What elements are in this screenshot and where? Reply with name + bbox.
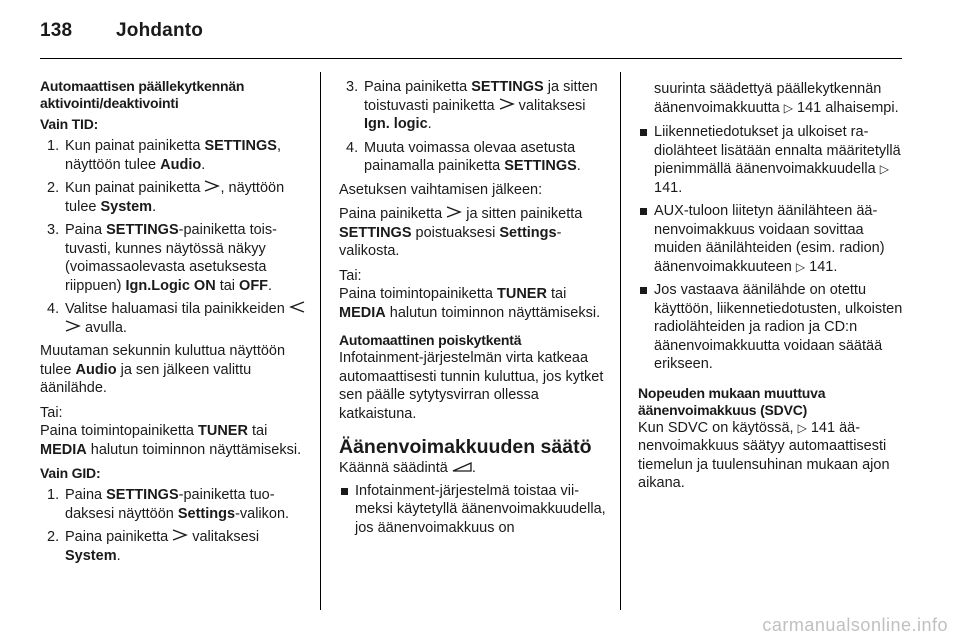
list-item: AUX-tuloon liitetyn äänilähteen äänenvoimakkuus voidaan sovittaa muiden äänilähteiden (esim. radion) äänenvoimakkuuteen ▷ 141. bbox=[638, 202, 908, 276]
column-3 bbox=[638, 80, 908, 493]
prev-arrow-icon bbox=[289, 300, 305, 319]
page-reference-icon: ▷ bbox=[879, 162, 889, 176]
list-item: 4. Valitse haluamasi tila painikkeiden avulla. bbox=[40, 300, 308, 337]
next-arrow-icon bbox=[65, 319, 81, 338]
page-reference-icon: ▷ bbox=[797, 420, 807, 435]
section-heading-sdvc: Nopeuden mukaan muuttuva äänenvoimakkuus (SDVC) bbox=[638, 384, 826, 418]
tid-label: Vain TID: bbox=[40, 116, 99, 132]
section-heading-auto-off: Automaattinen poiskytkentä bbox=[339, 332, 522, 349]
next-arrow-icon bbox=[446, 205, 462, 224]
list-item: 2. Kun painat painiketta , näyttöön tulee System. bbox=[47, 180, 285, 215]
section-heading-auto-on: Automaattisen päällekytkennän aktivointi/deaktivointi bbox=[40, 78, 245, 111]
page-reference-icon: ▷ bbox=[783, 100, 794, 115]
chapter-title: Johdanto bbox=[116, 20, 204, 41]
gid-label: Vain GID: bbox=[40, 465, 101, 482]
column-divider-1 bbox=[320, 72, 321, 610]
paragraph: Asetuksen vaihtamisen jälkeen: bbox=[339, 181, 543, 198]
list-item: 1. Paina SETTINGS-painiketta tuodaksesi näyttöön Settings-valikon. bbox=[47, 487, 290, 522]
tid-steps bbox=[40, 137, 308, 337]
list-item: Liikennetiedotukset ja ulkoiset radiolähteet lisätään ennalta määritetyllä pienimmällä äänenvoimakkuudella ▷ 141. bbox=[638, 123, 908, 197]
paragraph: Paina toimintopainiketta TUNER tai MEDIA halutun toiminnon näyttämiseksi. bbox=[40, 423, 302, 458]
watermark: carmanualsonline.info bbox=[762, 615, 948, 635]
paragraph: Infotainment-järjestelmän virta katkeaa automaattisesti tunnin kuluttua, jos kytket sen päälle sytytysvirran ollessa katkaistuna. bbox=[339, 350, 604, 422]
volume-bullets bbox=[339, 482, 609, 538]
column-2 bbox=[339, 78, 609, 542]
paragraph: Paina painiketta ja sitten painiketta SETTINGS poistuaksesi Settings-valikosta. bbox=[339, 206, 583, 260]
paragraph: Muutaman sekunnin kuluttua näyttöön tulee Audio ja sen jälkeen valittu äänilähde. bbox=[40, 343, 286, 397]
list-item: Infotainment-järjestelmä toistaa viimeksi käytetyllä äänenvoimakkuudella, jos äänenvoimakkuus on bbox=[339, 482, 609, 538]
page-number: 138 bbox=[40, 20, 73, 41]
column-1 bbox=[40, 78, 308, 570]
list-item: 4. Muuta voimassa olevaa asetusta painamalla painiketta SETTINGS. bbox=[346, 139, 581, 175]
section-heading-volume: Äänenvoimakkuuden säätö bbox=[339, 436, 592, 459]
list-item: 3. Paina SETTINGS-painiketta toistuvasti, kunnes näytössä näkyy (voimassaolevasta asetuksesta riippuen) Ign.Logic ON tai OFF. bbox=[47, 222, 277, 294]
next-arrow-icon bbox=[499, 97, 515, 116]
page-reference-icon: ▷ bbox=[795, 259, 806, 274]
tid-steps-continued bbox=[339, 78, 609, 176]
volume-bullets-continued bbox=[638, 123, 908, 374]
list-item: 1. Kun painat painiketta SETTINGS, näyttöön tulee Audio. bbox=[47, 138, 282, 173]
next-arrow-icon bbox=[204, 179, 220, 198]
paragraph: Tai: bbox=[40, 404, 63, 421]
list-item: Jos vastaava äänilähde on otettu käyttöön, liikennetiedotusten, ulkoisten radiolähteiden ja radion ja CD:n äänenvoimakkuutta voidaan säätää erikseen. bbox=[638, 281, 908, 374]
paragraph: Kun SDVC on käytössä, ▷ 141 äänenvoimakkuus säätyy automaattisesti tiemelun ja tuulensuhinan mukaan ajon aikana. bbox=[638, 419, 890, 491]
next-arrow-icon bbox=[172, 528, 188, 547]
list-item: 2. Paina painiketta valitaksesi System. bbox=[47, 529, 260, 564]
paragraph: Käännä säädintä . bbox=[339, 460, 476, 477]
page-header bbox=[40, 20, 203, 42]
paragraph: Paina toimintopainiketta TUNER tai MEDIA halutun toiminnon näyttämiseksi. bbox=[339, 286, 601, 321]
list-item: 3. Paina painiketta SETTINGS ja sitten toistuvasti painiketta valitaksesi Ign. logic. bbox=[346, 79, 598, 133]
volume-ramp-icon bbox=[452, 459, 472, 478]
paragraph: Tai: bbox=[339, 267, 362, 284]
gid-steps bbox=[40, 486, 308, 565]
column-divider-2 bbox=[620, 72, 621, 610]
paragraph: suurinta säädettyä päällekytkennän äänenvoimakkuutta ▷ 141 alhaisempi. bbox=[654, 81, 899, 116]
header-rule bbox=[40, 58, 902, 59]
